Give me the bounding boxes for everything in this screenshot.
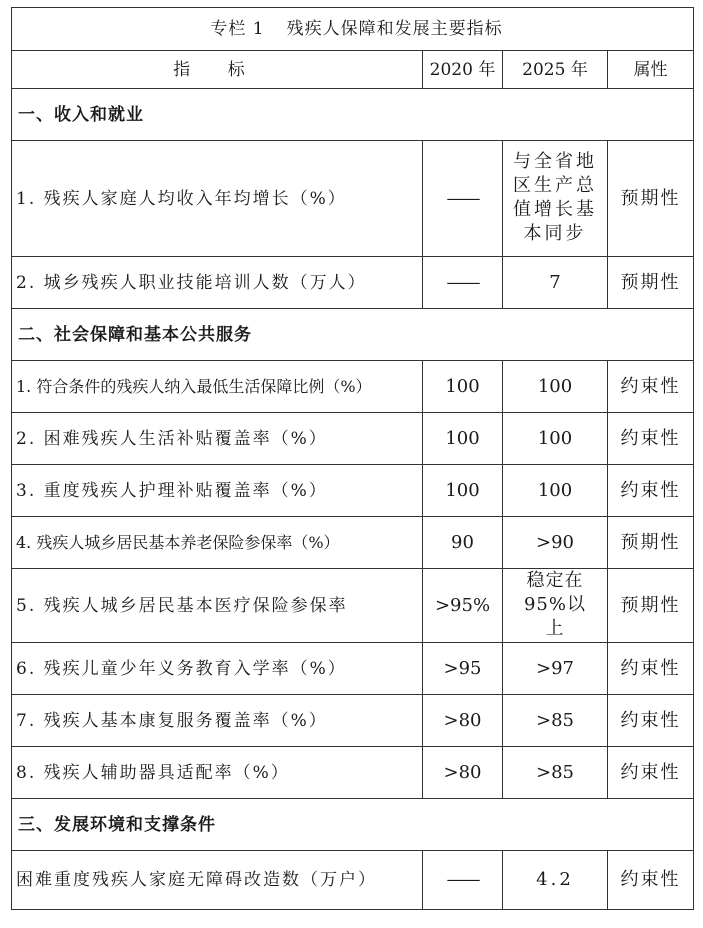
value-2020: >80 bbox=[423, 695, 503, 747]
indicators-table bbox=[11, 7, 694, 910]
table-row bbox=[12, 257, 694, 309]
attribute: 预期性 bbox=[608, 569, 694, 643]
indicator-name: 7. 残疾人基本康复服务覆盖率（%） bbox=[12, 695, 423, 747]
attribute: 约束性 bbox=[608, 747, 694, 799]
value-2025: 100 bbox=[503, 413, 608, 465]
value-2025: >97 bbox=[503, 643, 608, 695]
indicator-name: 2. 城乡残疾人职业技能培训人数（万人） bbox=[12, 257, 423, 309]
attribute: 约束性 bbox=[608, 643, 694, 695]
header-row bbox=[12, 51, 694, 89]
indicator-name: 困难重度残疾人家庭无障碍改造数（万户） bbox=[12, 851, 423, 910]
value-2020: >95% bbox=[423, 569, 503, 643]
indicator-name: 4. 残疾人城乡居民基本养老保险参保率（%） bbox=[12, 517, 423, 569]
attribute: 预期性 bbox=[608, 141, 694, 257]
attribute: 预期性 bbox=[608, 517, 694, 569]
table-row bbox=[12, 361, 694, 413]
indicator-name: 1. 残疾人家庭人均收入年均增长（%） bbox=[12, 141, 423, 257]
value-2020: 100 bbox=[423, 413, 503, 465]
value-2020: 90 bbox=[423, 517, 503, 569]
table-row bbox=[12, 465, 694, 517]
indicator-name: 1. 符合条件的残疾人纳入最低生活保障比例（%） bbox=[12, 361, 423, 413]
section-title: 二、社会保障和基本公共服务 bbox=[12, 309, 694, 361]
header-2020: 2020 年 bbox=[423, 51, 503, 89]
section-row bbox=[12, 89, 694, 141]
value-2025: 100 bbox=[503, 465, 608, 517]
table-title-text: 残疾人保障和发展主要指标 bbox=[286, 19, 503, 39]
table-row bbox=[12, 569, 694, 643]
attribute: 约束性 bbox=[608, 851, 694, 910]
attribute: 约束性 bbox=[608, 361, 694, 413]
value-2025: >85 bbox=[503, 695, 608, 747]
value-2025: 与全省地区生产总值增长基本同步 bbox=[513, 151, 597, 244]
header-2025: 2025 年 bbox=[503, 51, 608, 89]
section-row bbox=[12, 799, 694, 851]
value-2025: 7 bbox=[503, 257, 608, 309]
attribute: 约束性 bbox=[608, 413, 694, 465]
value-2020: 100 bbox=[423, 465, 503, 517]
value-2020: —— bbox=[423, 257, 503, 309]
indicator-name: 6. 残疾儿童少年义务教育入学率（%） bbox=[12, 643, 423, 695]
section-row bbox=[12, 309, 694, 361]
value-2025: >90 bbox=[503, 517, 608, 569]
value-2020: >95 bbox=[423, 643, 503, 695]
value-2020: —— bbox=[423, 141, 503, 257]
indicator-name: 8. 残疾人辅助器具适配率（%） bbox=[12, 747, 423, 799]
value-2025: 100 bbox=[503, 361, 608, 413]
header-attribute: 属性 bbox=[608, 51, 694, 89]
attribute: 预期性 bbox=[608, 257, 694, 309]
value-2025-cell bbox=[503, 141, 608, 257]
value-2025: 4.2 bbox=[503, 851, 608, 910]
indicator-name: 5. 残疾人城乡居民基本医疗保险参保率 bbox=[12, 569, 423, 643]
table-row bbox=[12, 413, 694, 465]
table-row bbox=[12, 141, 694, 257]
table-row bbox=[12, 851, 694, 910]
value-2025: 稳定在 95%以上 bbox=[523, 570, 586, 639]
attribute: 约束性 bbox=[608, 465, 694, 517]
value-2020: 100 bbox=[423, 361, 503, 413]
attribute: 约束性 bbox=[608, 695, 694, 747]
value-2020: —— bbox=[423, 851, 503, 910]
value-2025-cell bbox=[503, 569, 608, 643]
table-row bbox=[12, 643, 694, 695]
table-row bbox=[12, 695, 694, 747]
header-indicator: 指 标 bbox=[12, 51, 423, 89]
table-row bbox=[12, 747, 694, 799]
value-2025: >85 bbox=[503, 747, 608, 799]
table-title-row bbox=[12, 8, 694, 51]
value-2020: >80 bbox=[423, 747, 503, 799]
section-title: 三、发展环境和支撑条件 bbox=[12, 799, 694, 851]
table-title-label: 专栏 1 bbox=[210, 19, 265, 39]
table-row bbox=[12, 517, 694, 569]
indicator-name: 2. 困难残疾人生活补贴覆盖率（%） bbox=[12, 413, 423, 465]
indicator-name: 3. 重度残疾人护理补贴覆盖率（%） bbox=[12, 465, 423, 517]
table-title bbox=[12, 8, 694, 51]
section-title: 一、收入和就业 bbox=[12, 89, 694, 141]
